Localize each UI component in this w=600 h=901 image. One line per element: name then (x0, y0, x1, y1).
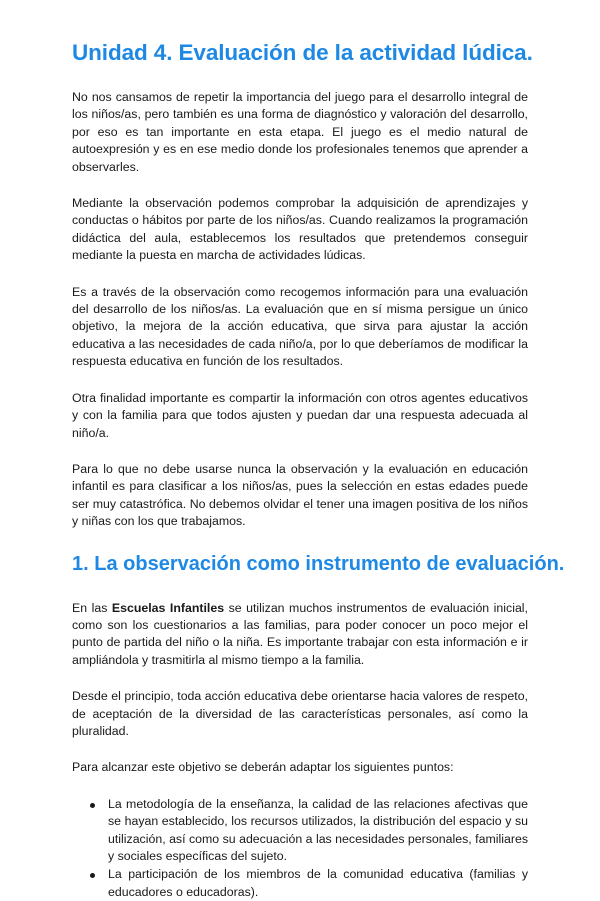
section-heading: 1. La observación como instrumento de evaluación. (72, 552, 565, 575)
list-item (108, 866, 528, 901)
list-item-text: La participación de los miembros de la comunidad educativa (familias y educadores o educadoras). (108, 867, 528, 899)
section-paragraph: Para alcanzar este objetivo se deberán adaptar los siguientes puntos: (72, 760, 454, 775)
bold-term: Escuelas Infantiles (111, 600, 225, 615)
intro-paragraph: Para lo que no debe usarse nunca la observación y la evaluación en educación infantil es para clasificar a los niños/as, pues la selección en estas edades puede ser muy catastrófica. No debemos olvidar el tener una imagen positiva de los niños y niñas con los que trabajamos. (72, 461, 528, 529)
intro-paragraph: Otra finalidad importante es compartir la información con otros agentes educativos y con la familia para que todos ajusten y puedan dar una respuesta adecuada al niño/a. (72, 390, 528, 440)
list-item (108, 796, 528, 866)
list-item-text: La metodología de la enseñanza, la calidad de las relaciones afectivas que se hayan establecido, los recursos utilizados, la distribución del espacio y su utilización, así como su adecuación a las necesidades personales, familiares y sociales específicas del sujeto. (108, 796, 528, 863)
section-paragraph (72, 600, 528, 670)
bullet-list (72, 796, 528, 901)
intro-paragraph: Es a través de la observación como recogemos información para una evaluación del desarrollo de los niños/as. La evaluación que en sí misma persigue un único objetivo, la mejora de la acción educativa, que sirva para ajustar la acción educativa a las necesidades de cada niño/a, por lo que deberíamos de modificar la respuesta educativa en función de los resultados. (72, 284, 528, 369)
section-paragraph: Desde el principio, toda acción educativa debe orientarse hacia valores de respeto, de aceptación de la diversidad de las características personales, así como la pluralidad. (72, 689, 528, 738)
intro-paragraph: Mediante la observación podemos comprobar la adquisición de aprendizajes y conductas o hábitos por parte de los niños/as. Cuando realizamos la programación didáctica del aula, establecemos los resultados que pretendemos conseguir mediante la puesta en marcha de actividades lúdicas. (72, 196, 528, 263)
page-title: Unidad 4. Evaluación de la actividad lúdica. (72, 40, 533, 65)
bullet-icon (90, 873, 95, 878)
text-fragment: se utilizan muchos instrumentos de evaluación inicial, como son los cuestionarios a las familias, para poder conocer un poco mejor el punto de partida del niño o la niña. Es importante trabajar con esta información e ir ampliándola y trasmitirla al mismo tiempo a la familia. (72, 600, 528, 667)
text-fragment: En las (72, 600, 112, 615)
intro-paragraph: No nos cansamos de repetir la importancia del juego para el desarrollo integral de los niños/as, pero también es una forma de diagnóstico y valoración del desarrollo, por eso es tan importante en esta etapa. El juego es el medio natural de autoexpresión y es en ese medio donde los profesionales tenemos que aprender a observarles. (72, 90, 528, 174)
bullet-icon (90, 803, 95, 808)
